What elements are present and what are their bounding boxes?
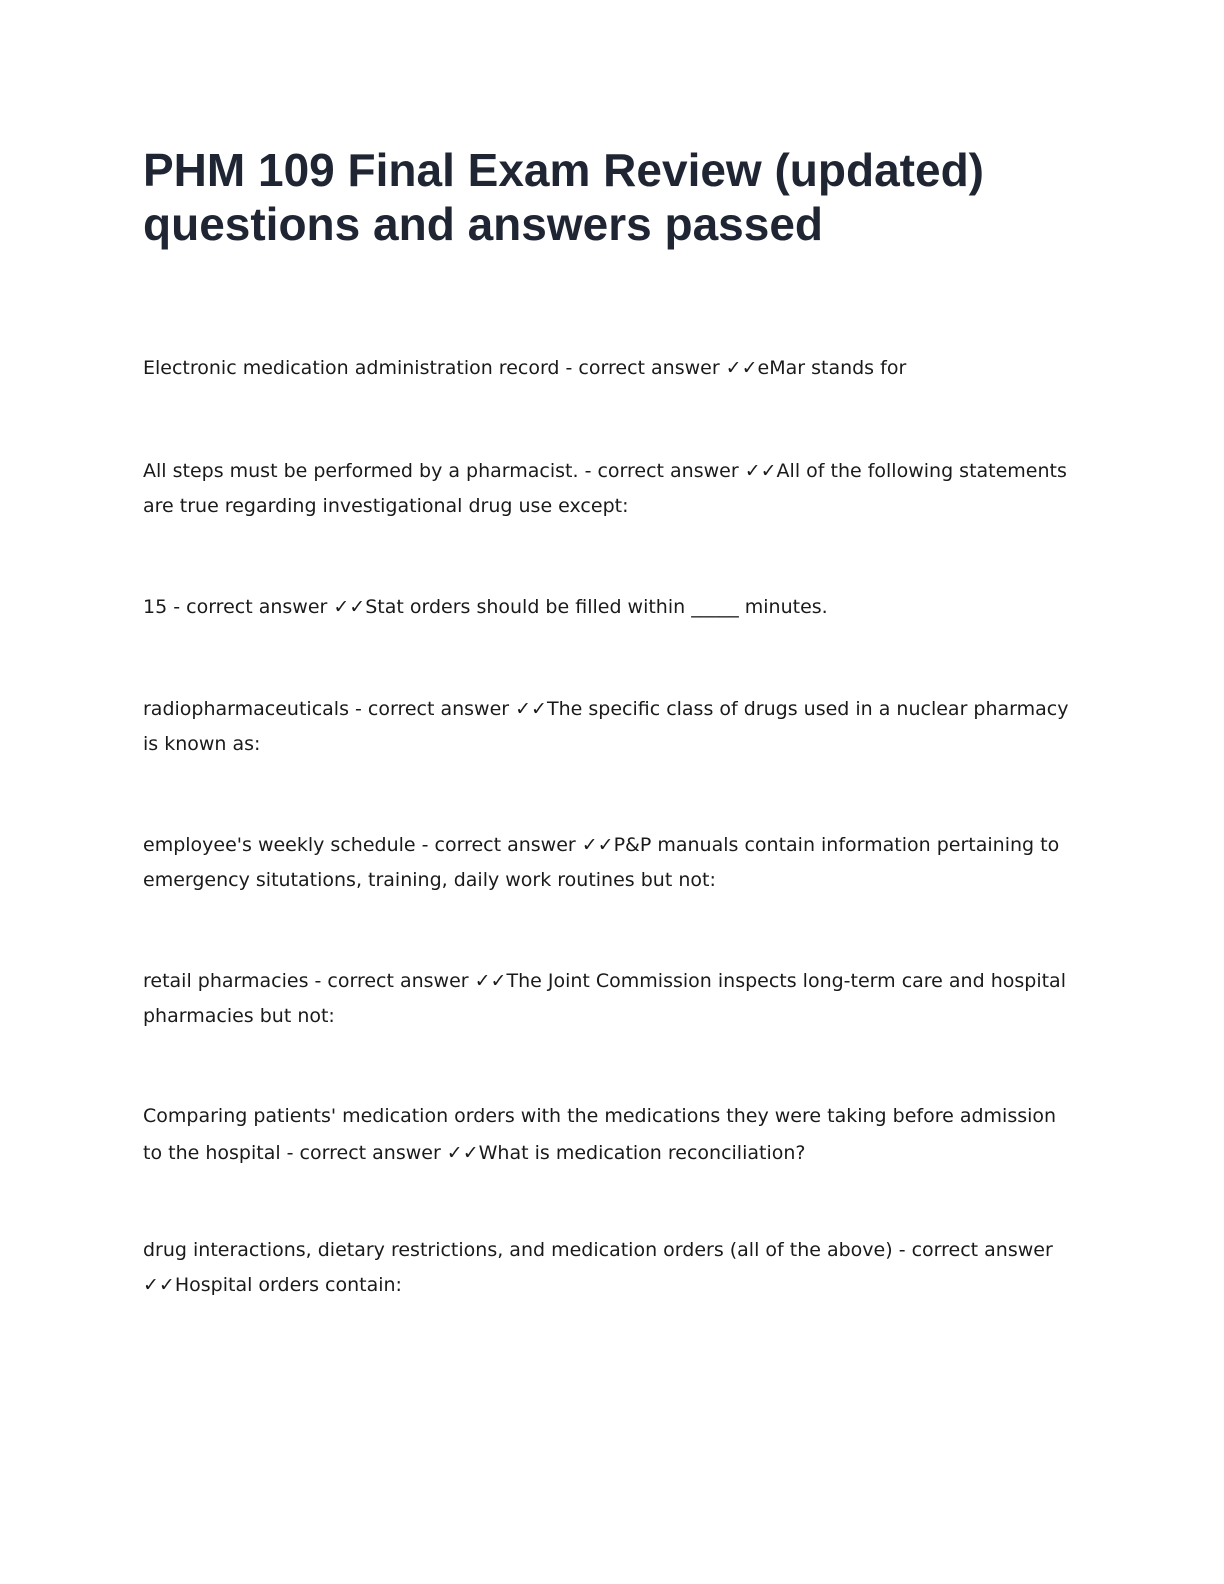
double-check-icon: ✓✓ [143,1274,175,1296]
separator-text: - correct answer [348,698,516,720]
question-text: What is medication reconciliation? [478,1142,806,1164]
qa-entry [143,692,1078,762]
answer-text: 15 [143,596,168,618]
answer-text: retail pharmacies [143,970,309,992]
question-text: P&P manuals contain information pertaining to emergency situtations, training, daily work routines but not: [143,834,1060,891]
page-title: PHM 109 Final Exam Review (updated) questions and answers passed [143,144,985,250]
answer-text: drug interactions, dietary restrictions, and medication orders (all of the above) [143,1239,893,1261]
question-text: The Joint Commission inspects long-term care and hospital pharmacies but not: [143,970,1066,1027]
double-check-icon: ✓✓ [474,970,507,992]
qa-entry [143,351,1078,386]
answer-text: Electronic medication administration record [143,357,560,379]
answer-text: Comparing patients' medication orders with the medications they were taking before admission to the hospital [143,1105,1057,1164]
answer-text: radiopharmaceuticals [143,698,349,720]
answer-text: All steps must be performed by a pharmacist. [143,460,579,482]
qa-entry [143,590,1078,625]
double-check-icon: ✓✓ [446,1142,479,1164]
double-check-icon: ✓✓ [333,596,366,618]
separator-text: - correct answer [578,460,745,482]
separator-text: - correct answer [892,1239,1053,1261]
double-check-icon: ✓✓ [744,460,777,482]
double-check-icon: ✓✓ [581,834,614,856]
answer-text: employee's weekly schedule [143,834,416,856]
separator-text: - correct answer [167,596,334,618]
question-text: The specific class of drugs used in a nuclear pharmacy is known as: [143,698,1069,755]
qa-entry [143,828,1078,898]
question-text: Hospital orders contain: [174,1274,402,1296]
separator-text: - correct answer [280,1142,447,1164]
separator-text: - correct answer [559,357,726,379]
qa-entry [143,964,1078,1034]
double-check-icon: ✓✓ [725,357,758,379]
question-text: Stat orders should be filled within _____ minutes. [365,596,828,618]
double-check-icon: ✓✓ [515,698,547,720]
qa-entry [143,454,1078,524]
separator-text: - correct answer [308,970,475,992]
qa-entry [143,1098,1078,1172]
separator-text: - correct answer [415,834,582,856]
question-text: eMar stands for [757,357,907,379]
question-text: All of the following statements are true regarding investigational drug use except: [143,460,1067,517]
qa-entry [143,1233,1078,1303]
